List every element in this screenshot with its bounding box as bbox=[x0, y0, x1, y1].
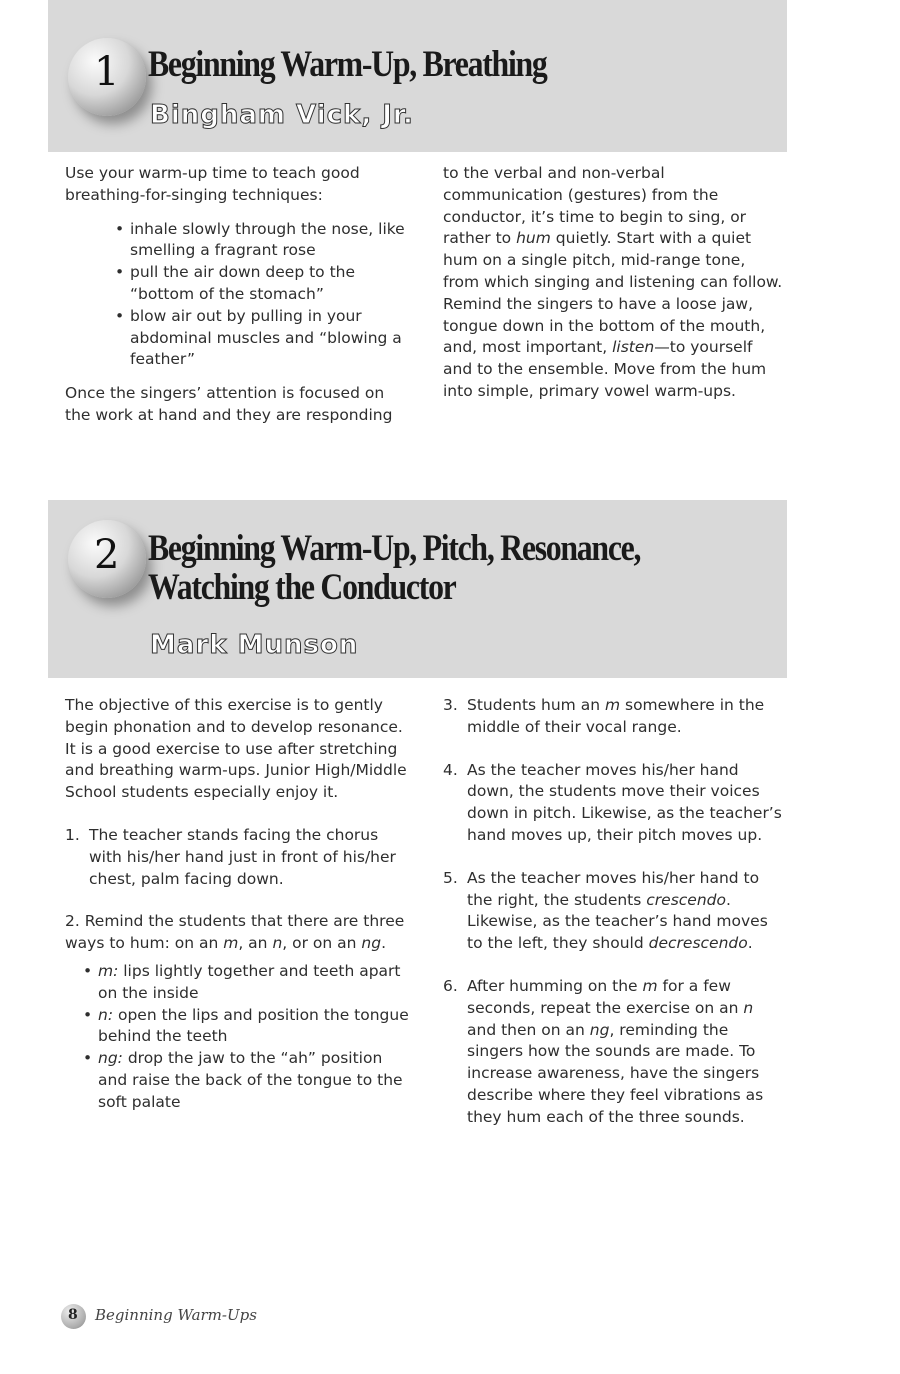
list-item: • m: lips lightly together and teeth apart on the inside bbox=[98, 961, 410, 1005]
step-3: 3. Students hum an m somewhere in the middle of their vocal range. bbox=[443, 696, 765, 736]
list-item: • inhale slowly through the nose, like smelling a fragrant rose bbox=[130, 219, 410, 263]
section-1-outro: Once the singers’ attention is focused on the work at hand and they are responding bbox=[65, 384, 393, 424]
hum-types-list bbox=[98, 961, 410, 1114]
list-item: • pull the air down deep to the “bottom of the stomach” bbox=[130, 262, 410, 306]
section-2-author: Mark Munson bbox=[150, 630, 359, 660]
list-item: • ng: drop the jaw to the “ah” position and raise the back of the tongue to the soft palate bbox=[98, 1048, 410, 1113]
list-item: • blow air out by pulling in your abdominal muscles and “blowing a feather” bbox=[130, 306, 410, 371]
step-4: 4. As the teacher moves his/her hand down, the students move their voices down in pitch. Likewise, as the teacher’s hand moves up, their pitch moves up. bbox=[443, 760, 782, 844]
list-item: • n: open the lips and position the tongue behind the teeth bbox=[98, 1005, 410, 1049]
section-1-left-column bbox=[65, 163, 410, 427]
step-1: 1. The teacher stands facing the chorus with his/her hand just in front of his/her chest, palm facing down. bbox=[65, 825, 396, 888]
section-1-author: Bingham Vick, Jr. bbox=[150, 100, 414, 130]
section-1-bullet-list bbox=[130, 219, 410, 372]
section-1-right-column bbox=[443, 163, 783, 403]
step-5: 5. As the teacher moves his/her hand to the right, the students crescendo. Likewise, as the teacher’s hand moves to the left, they should decrescendo. bbox=[443, 868, 768, 953]
section-1-right-paragraph: to the verbal and non-verbal communication (gestures) from the conductor, it’s time to begin to sing, or rather to hum quietly. Start with a quiet hum on a single pitch, mid-range tone, from which singing and listening can follow. Remind the singers to have a loose jaw, tongue down in the bottom of the mouth, and, most important, listen—to yourself and to the ensemble. Move from the hum into simple, primary vowel warm-ups. bbox=[443, 164, 783, 400]
section-1-intro: Use your warm-up time to teach good breathing-for-singing techniques: bbox=[65, 164, 360, 204]
page-number: 8 bbox=[68, 1307, 78, 1323]
section-1-title: Beginning Warm-Up, Breathing bbox=[148, 44, 547, 85]
step-2: 2. Remind the students that there are three ways to hum: on an m, an n, or on an ng. bbox=[65, 912, 405, 953]
section-1-number: 1 bbox=[94, 49, 120, 95]
section-2-title: Beginning Warm-Up, Pitch, Resonance, Watching the Conductor bbox=[148, 528, 641, 608]
section-2-right-column bbox=[443, 695, 783, 1129]
running-title: Beginning Warm-Ups bbox=[95, 1306, 257, 1324]
section-2-left-column bbox=[65, 695, 410, 1114]
section-2-number: 2 bbox=[94, 532, 120, 578]
step-6: 6. After humming on the m for a few seconds, repeat the exercise on an n and then on an ng, reminding the singers how the sounds are made. To increase awareness, have the singers describe where they feel vibrations as they hum each of the three sounds. bbox=[443, 976, 764, 1126]
section-2-intro: The objective of this exercise is to gently begin phonation and to develop resonance. It is a good exercise to use after stretching and breathing warm-ups. Junior High/Middle School students especially enjoy it. bbox=[65, 696, 407, 802]
